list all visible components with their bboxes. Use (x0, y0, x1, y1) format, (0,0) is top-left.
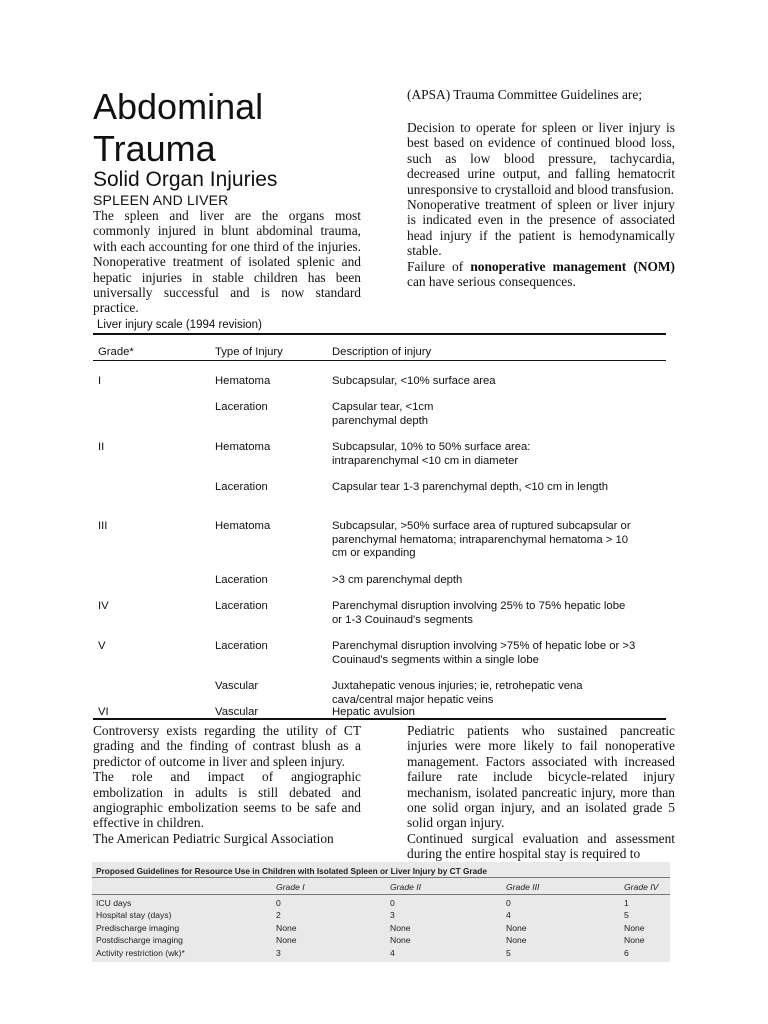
desc-line: Subcapsular, <10% surface area (332, 375, 496, 387)
desc-line: cava/central major hepatic veins (332, 693, 494, 706)
row-type: Vascular (215, 706, 259, 718)
desc-line: Capsular tear, <1cm (332, 401, 434, 413)
guidelines-cell: 0 (506, 898, 511, 908)
row-grade: VI (98, 706, 109, 718)
guidelines-cell: None (624, 923, 645, 933)
guidelines-cell: 4 (506, 910, 511, 920)
desc-line: Hepatic avulsion (332, 706, 415, 718)
guidelines-cell: None (390, 935, 411, 945)
table-top-rule (93, 333, 666, 335)
desc-line: or 1-3 Couinaud's segments (332, 613, 473, 626)
intro-paragraph (93, 208, 361, 316)
guidelines-header: Grade IV (624, 882, 659, 892)
guidelines-header: Grade I (276, 882, 305, 892)
embolization-paragraph: The role and impact of angiographic embolization in adults is still debated and angiographic embolization seems to be safe and effective in children. (93, 769, 361, 831)
row-type: Vascular (215, 680, 259, 692)
row-grade: I (98, 375, 102, 387)
desc-line: Parenchymal disruption involving 25% to 75% hepatic lobe (332, 600, 626, 612)
header-description: Description of injury (332, 346, 432, 358)
row-type: Laceration (215, 401, 268, 413)
row-type: Hematoma (215, 441, 271, 453)
guidelines-header: Grade III (506, 882, 540, 892)
guidelines-cell: None (624, 935, 645, 945)
desc-line: intraparenchymal <10 cm in diameter (332, 454, 519, 467)
row-description (332, 481, 662, 495)
lower-left-column (93, 723, 361, 846)
apsa-heading: (APSA) Trauma Committee Guidelines are; (407, 87, 643, 102)
document-title-line-1: Abdominal (93, 86, 264, 127)
document-subtitle: Solid Organ Injuries (93, 168, 278, 191)
guidelines-title-rule (92, 877, 670, 878)
desc-line: Subcapsular, >50% surface area of ruptured subcapsular or (332, 520, 631, 532)
lower-right-column (407, 723, 675, 862)
apsa-p3-pre: Failure of (407, 258, 471, 274)
apsa-p3-post: can have serious consequences. (407, 274, 576, 290)
desc-line: Capsular tear 1-3 parenchymal depth, <10 cm in length (332, 481, 608, 493)
intro-text: The spleen and liver are the organs most commonly injured in blunt abdominal trauma, with each accounting for one third of the injuries. Nonoperative treatment of isolated splenic and hepatic injuries in stable children has been universally successful and is now standard practice. (93, 208, 361, 316)
desc-line: Juxtahepatic venous injuries; ie, retrohepatic vena (332, 680, 583, 692)
guidelines-cell: 2 (276, 910, 281, 920)
guidelines-cell: None (276, 923, 297, 933)
guidelines-cell: None (390, 923, 411, 933)
desc-line: >3 cm parenchymal depth (332, 574, 463, 586)
row-description (332, 680, 662, 707)
apsa-reference-paragraph: The American Pediatric Surgical Association (93, 830, 334, 846)
row-description (332, 520, 662, 561)
guidelines-cell: None (506, 923, 527, 933)
table-bottom-rule (93, 718, 666, 720)
guidelines-cell: 5 (624, 910, 629, 920)
guidelines-cell: None (506, 935, 527, 945)
row-grade: II (98, 441, 105, 453)
row-grade: III (98, 520, 108, 532)
ct-grading-paragraph: Controversy exists regarding the utility of CT grading and the finding of contrast blush as a predictor of outcome in liver and spleen injury. (93, 723, 361, 769)
row-description (332, 441, 662, 468)
guidelines-cell: 6 (624, 948, 629, 958)
header-type: Type of Injury (215, 346, 283, 358)
apsa-guidelines (407, 120, 675, 289)
row-description (332, 375, 662, 389)
guidelines-cell: 3 (276, 948, 281, 958)
liver-table-caption: Liver injury scale (1994 revision) (97, 319, 262, 331)
row-type: Laceration (215, 574, 268, 586)
apsa-paragraph-2: Nonoperative treatment of spleen or liver injury is indicated even in the presence of associated head injury if the patient is hemodynamically stable. (407, 197, 675, 259)
apsa-paragraph-1: Decision to operate for spleen or liver injury is best based on evidence of continued blood loss, such as low blood pressure, tachycardia, decreased urine output, and falling hematocrit unresponsive to crystalloid and blood transfusion. (407, 120, 675, 197)
pancreatic-paragraph: Pediatric patients who sustained pancreatic injuries were more likely to fail nonoperative management. Factors associated with increased failure rate include bicycle-related injury mechanism, isolated pancreatic injury, more than one solid organ injury, and an isolated grade 5 solid organ injury. (407, 723, 675, 831)
guidelines-row-label: Hospital stay (days) (96, 910, 172, 920)
nom-term: nonoperative management (NOM) (470, 258, 676, 274)
guidelines-cell: 3 (390, 910, 395, 920)
guidelines-header: Grade II (390, 882, 422, 892)
apsa-paragraph-3 (407, 259, 675, 290)
guidelines-cell: 5 (506, 948, 511, 958)
guidelines-row-label: Activity restriction (wk)* (96, 948, 185, 958)
document-title-line-2: Trauma (93, 128, 216, 169)
surgical-evaluation-paragraph: Continued surgical evaluation and assessment during the entire hospital stay is required to (407, 830, 675, 862)
guidelines-cell: 0 (276, 898, 281, 908)
row-type: Hematoma (215, 520, 271, 532)
row-type: Laceration (215, 640, 268, 652)
guidelines-row-label: Postdischarge imaging (96, 935, 183, 945)
header-grade: Grade* (98, 346, 134, 358)
row-description (332, 401, 662, 428)
section-heading: SPLEEN AND LIVER (93, 192, 229, 208)
desc-line: parenchymal depth (332, 414, 429, 427)
guidelines-cell: 0 (390, 898, 395, 908)
guidelines-cell: None (276, 935, 297, 945)
table-header-rule (93, 360, 666, 361)
guidelines-header-rule (92, 894, 670, 895)
desc-line: parenchymal hematoma; intraparenchymal hematoma > 10 (332, 533, 629, 546)
desc-line: Couinaud's segments within a single lobe (332, 653, 539, 666)
guidelines-row-label: ICU days (96, 898, 132, 908)
guidelines-cell: 1 (624, 898, 629, 908)
guidelines-cell: 4 (390, 948, 395, 958)
row-type: Hematoma (215, 375, 271, 387)
row-type: Laceration (215, 481, 268, 493)
row-grade: V (98, 640, 106, 652)
desc-line: Parenchymal disruption involving >75% of hepatic lobe or >3 (332, 640, 636, 652)
row-description (332, 640, 662, 667)
row-type: Laceration (215, 600, 268, 612)
desc-line: cm or expanding (332, 547, 416, 559)
guidelines-row-label: Predischarge imaging (96, 923, 180, 933)
row-grade: IV (98, 600, 109, 612)
row-description (332, 574, 662, 588)
desc-line: Subcapsular, 10% to 50% surface area: (332, 441, 531, 453)
row-description (332, 600, 662, 627)
guidelines-table-title: Proposed Guidelines for Resource Use in Children with Isolated Spleen or Liver Injury by CT Grade (96, 866, 487, 876)
